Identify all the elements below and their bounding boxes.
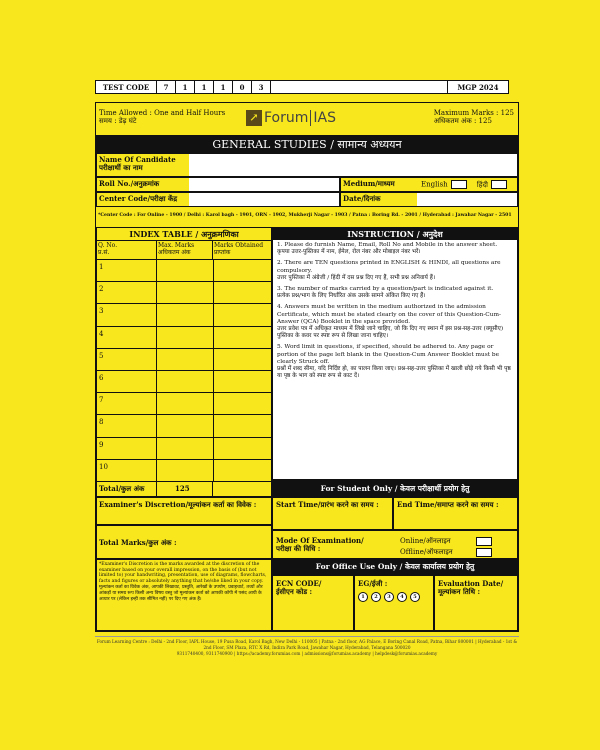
question-number: 4	[97, 327, 157, 348]
hindi-checkbox[interactable]	[491, 180, 507, 189]
table-row	[97, 304, 271, 326]
english-checkbox[interactable]	[451, 180, 467, 189]
max-marks-header-hi: अधिकतम अंक	[158, 249, 191, 256]
qno-header	[97, 241, 157, 259]
english-option-label: English	[421, 180, 448, 189]
marks-obtained-header	[213, 241, 271, 259]
table-row	[97, 282, 271, 304]
eg-options	[358, 592, 430, 602]
time-allowed-en: Time Allowed : One and Half Hours	[99, 109, 226, 117]
marks-obtained-cell[interactable]	[214, 260, 271, 281]
maximum-marks-en: Maximum Marks : 125	[433, 109, 514, 117]
marks-obtained-cell[interactable]	[214, 415, 271, 436]
table-row	[97, 349, 271, 371]
max-marks-cell	[157, 371, 214, 392]
instruction-hi: प्रश्नों में शब्द सीमा, यदि निर्दिष्ट हो, का पालन किया जाए। प्रश्न-सह-उत्तर पुस्तिका में खाली छोड़े गये किसी भी पृष्ठ या पृष्ठ के भाग को स्पष्ट रूप से काट दें।	[277, 366, 511, 380]
instruction-en: 2. There are TEN questions printed in ENGLISH & HINDI, all questions are compulsory.	[277, 260, 501, 274]
marks-obtained-cell[interactable]	[214, 371, 271, 392]
instruction-hi: उत्तर प्रवेश पत्र में अधिकृत माध्यम में लिखे जाने चाहिए, जो कि दिए गए स्थान में इस प्रश्न-सह-उत्तर (क्यूसीए) पुस्तिका के कवर पर स्पष्ट रूप से लिखा जाना चाहिए।	[277, 326, 504, 340]
marks-obtained-cell[interactable]	[214, 460, 271, 481]
offline-option	[400, 548, 453, 556]
center-code-label: Center Code/परीक्षा केंद्र	[97, 193, 189, 206]
offline-label: Offline/ऑफलाइन	[400, 548, 453, 556]
instruction-item	[277, 260, 513, 282]
offline-checkbox[interactable]	[476, 548, 492, 557]
test-code-digit: 0	[232, 80, 251, 94]
qno-header-en: Q. No.	[98, 242, 118, 249]
answer-sheet-cover	[95, 102, 519, 632]
marks-obtained-cell[interactable]	[214, 393, 271, 414]
medium-options	[421, 180, 507, 189]
question-number: 2	[97, 282, 157, 303]
footer	[95, 636, 519, 657]
question-number: 8	[97, 415, 157, 436]
marks-obtained-cell[interactable]	[214, 327, 271, 348]
time-allowed	[99, 109, 225, 125]
marks-obtained-cell[interactable]	[214, 349, 271, 370]
maximum-marks-hi: अधिकतम अंक : 125	[433, 117, 492, 125]
arrow-logo-icon: ↗	[246, 110, 262, 126]
max-marks-header	[157, 241, 213, 259]
time-allowed-hi: समय : डेढ़ घंटे	[99, 117, 137, 125]
logo-forum-text: Forum	[264, 110, 309, 126]
instruction-en: 3. The number of marks carried by a question/part is indicated against it.	[277, 286, 494, 293]
max-marks-cell	[157, 415, 214, 436]
question-number: 10	[97, 460, 157, 481]
eg-label: EG/ईजी :	[358, 579, 388, 588]
instruction-item	[277, 304, 513, 340]
evaluation-date-field[interactable]	[434, 575, 518, 631]
end-time-field[interactable]: End Time/समाप्त करने का समय :	[393, 497, 518, 530]
table-row	[97, 260, 271, 282]
max-marks-cell	[157, 438, 214, 459]
total-value: 125	[157, 482, 213, 496]
table-row	[97, 327, 271, 349]
marks-obtained-cell[interactable]	[214, 282, 271, 303]
evaluation-date-label-hi: मूल्यांकन तिथि :	[438, 587, 481, 596]
question-number: 1	[97, 260, 157, 281]
eg-option-radio[interactable]: 1	[358, 592, 368, 602]
max-marks-cell	[157, 327, 214, 348]
mode-of-examination	[272, 530, 518, 559]
qno-header-hi: प्र.सं.	[98, 249, 110, 256]
table-row	[97, 415, 271, 437]
table-row	[97, 371, 271, 393]
question-number: 3	[97, 304, 157, 325]
ecn-label-en: ECN CODE/	[276, 579, 322, 588]
question-number: 7	[97, 393, 157, 414]
blank-cell	[270, 80, 447, 94]
eg-field	[354, 575, 434, 631]
medium-label: Medium/माध्यम	[343, 179, 395, 188]
footer-contacts: 9311740400, 9311740900 | https://academy.forumias.com | admissions@forumias.academy | helpdesk@forumias.academy	[176, 651, 438, 656]
online-label: Online/ऑनलाइन	[400, 537, 451, 545]
table-row	[97, 460, 271, 481]
eg-option-radio[interactable]: 2	[371, 592, 381, 602]
candidate-name-label-hi: परीक्षार्थी का नाम	[99, 163, 143, 172]
test-code-row	[95, 80, 519, 94]
test-code-label: TEST CODE	[95, 80, 156, 94]
forumias-logo	[246, 107, 356, 129]
index-table-title: INDEX TABLE / अनुक्रमणिका	[97, 228, 271, 241]
total-label: Total/कुल अंक	[97, 482, 157, 496]
candidate-name-label-en: Name Of Candidate	[99, 155, 176, 164]
hindi-option-label: हिंदी	[476, 180, 488, 189]
examiner-note-hi: मूल्यांकन कर्ता का विवेक अंक, आपकी लिखावट, प्रस्तुति, आरेखों के उपयोग, प्रवाहचार्ट, तथ्यों और आंकड़ों या समग्र रूप किसी अन्य विषय वस्तु जो मूल्यांकन कर्ता को आपकी कॉपी में पसंद आयी के आधार पर (लेकिन इन्ही तक सीमित नहीं) पर दिए गए अंक हैं।	[99, 585, 263, 602]
instructions-panel	[272, 227, 518, 480]
evaluation-date-label-en: Evaluation Date/	[438, 579, 504, 588]
medium-field	[340, 177, 518, 192]
eg-option-radio[interactable]: 4	[397, 592, 407, 602]
center-code-field[interactable]	[96, 192, 340, 207]
footer-addresses: Forum Learning Centre : Delhi - 2nd Floor, IAPL House, 19 Pusa Road, Karol Bagh, New Delhi - 110005 | Patna - 2nd floor, AG Palace, E Boring Canal Road, Patna, Bihar 800001 | Hyderabad - 1st & 2nd Floor, SM Plaza, RTC X Rd, Indira Park Road, Jawahar Nagar, Hyderabad, Telangana 500020	[96, 639, 518, 650]
maximum-marks	[434, 109, 514, 125]
total-marks-field[interactable]: Total Marks/कुल अंक :	[96, 525, 272, 559]
marks-obtained-header-hi: प्राप्तांक	[214, 249, 231, 256]
paper-code: MGP 2024	[447, 80, 509, 94]
instruction-item	[277, 286, 513, 300]
mode-label	[276, 537, 364, 553]
student-section-title: For Student Only / केवल परीक्षार्थी प्रयोग हेतु	[272, 480, 518, 497]
test-code-digit: 1	[213, 80, 232, 94]
ecn-code-field[interactable]	[272, 575, 354, 631]
test-code-digit: 1	[194, 80, 213, 94]
roll-number-label: Roll No./अनुक्रमांक	[97, 178, 189, 191]
date-field[interactable]	[340, 192, 518, 207]
max-marks-cell	[157, 304, 214, 325]
index-table-total-row	[97, 481, 271, 496]
max-marks-cell	[157, 282, 214, 303]
index-table-body	[97, 260, 271, 481]
instruction-en: 4. Answers must be written in the medium authorized in the admission Certificate, which must be stated clearly on the cover of this Question-Cum-Answer (QCA) Booklet in the space provided.	[277, 304, 501, 325]
test-code-digit: 3	[251, 80, 270, 94]
examiner-note-en: *Examiner's Discretion is the marks awarded at the discretion of the examiner based on your overall impression, on the basis of (but not limited to) your handwriting, presentation, use of diagrams, flowcharts, facts and figures or absolutely anything that he/she liked in your copy.	[99, 562, 267, 584]
mode-label-hi: परीक्षा की विधि :	[276, 544, 321, 553]
test-code-digit: 1	[175, 80, 194, 94]
question-number: 5	[97, 349, 157, 370]
mode-label-en: Mode Of Examination/	[276, 536, 364, 545]
max-marks-header-en: Max. Marks	[158, 242, 195, 249]
instruction-item	[277, 242, 513, 256]
online-option	[400, 537, 451, 545]
instruction-item	[277, 344, 513, 380]
max-marks-cell	[157, 393, 214, 414]
test-code-digit: 7	[156, 80, 175, 94]
center-codes-note: *Center Code : For Online - 1900 / Delhi : Karol bagh - 1901, ORN - 1902, Mukherji Nagar - 1903 / Patna : Boring Rd. - 2001 / Hyderabad : Jawahar Nagar - 2501	[98, 213, 512, 218]
marks-obtained-header-en: Marks Obtained	[214, 242, 264, 249]
instruction-hi: प्रत्येक प्रश्न/भाग के लिए निर्धारित अंक उसके सामने अंकित किए गए हैं।	[277, 293, 426, 300]
question-number: 6	[97, 371, 157, 392]
instruction-list	[273, 240, 517, 386]
instruction-en: 5. Word limit in questions, if specified, should be adhered to. Any page or portion of the page left blank in the Question-Cum Answer Booklet must be clearly Struck off.	[277, 344, 500, 365]
start-time-field[interactable]: Start Time/प्रारंभ करने का समय :	[272, 497, 393, 530]
eg-option-radio[interactable]: 3	[384, 592, 394, 602]
marks-obtained-cell[interactable]	[214, 438, 271, 459]
eg-option-radio[interactable]: 5	[410, 592, 420, 602]
instruction-hi: उत्तर पुस्तिका में अंग्रेजी / हिंदी में दस प्रश्न दिए गए हैं, सभी प्रश्न अनिवार्य हैं।	[277, 274, 436, 281]
examiner-discretion-field[interactable]: Examiner's Discretion/मूल्यांकन कर्ता का विवेक :	[96, 497, 272, 525]
total-obtained-cell[interactable]	[213, 482, 271, 496]
date-label: Date/दिनांक	[341, 193, 417, 206]
table-row	[97, 393, 271, 415]
table-row	[97, 438, 271, 460]
max-marks-cell	[157, 260, 214, 281]
candidate-name-field[interactable]	[96, 153, 518, 177]
question-number: 9	[97, 438, 157, 459]
index-table-header	[97, 241, 271, 260]
roll-number-field[interactable]	[96, 177, 340, 192]
instruction-en: 1. Please do furnish Name, Email, Roll No and Mobile in the answer sheet.	[277, 242, 498, 248]
candidate-name-label	[97, 154, 189, 176]
office-section-title: For Office Use Only / केवल कार्यालय प्रयोग हेतु	[272, 559, 518, 575]
instruction-hi: कृपया उत्तर-पुस्तिका में नाम, ईमेल, रोल नंबर और मोबाइल नंबर भरें।	[277, 249, 421, 256]
marks-obtained-cell[interactable]	[214, 304, 271, 325]
page-title: GENERAL STUDIES / सामान्य अध्ययन	[96, 135, 518, 153]
max-marks-cell	[157, 349, 214, 370]
max-marks-cell	[157, 460, 214, 481]
instructions-title: INSTRUCTION / अनुदेश	[273, 228, 517, 240]
online-checkbox[interactable]	[476, 537, 492, 546]
index-table	[96, 227, 272, 497]
examiner-discretion-note	[96, 559, 272, 631]
ecn-label-hi: ईसीएन कोड :	[276, 587, 313, 596]
logo-ias-text: IAS	[310, 110, 336, 126]
